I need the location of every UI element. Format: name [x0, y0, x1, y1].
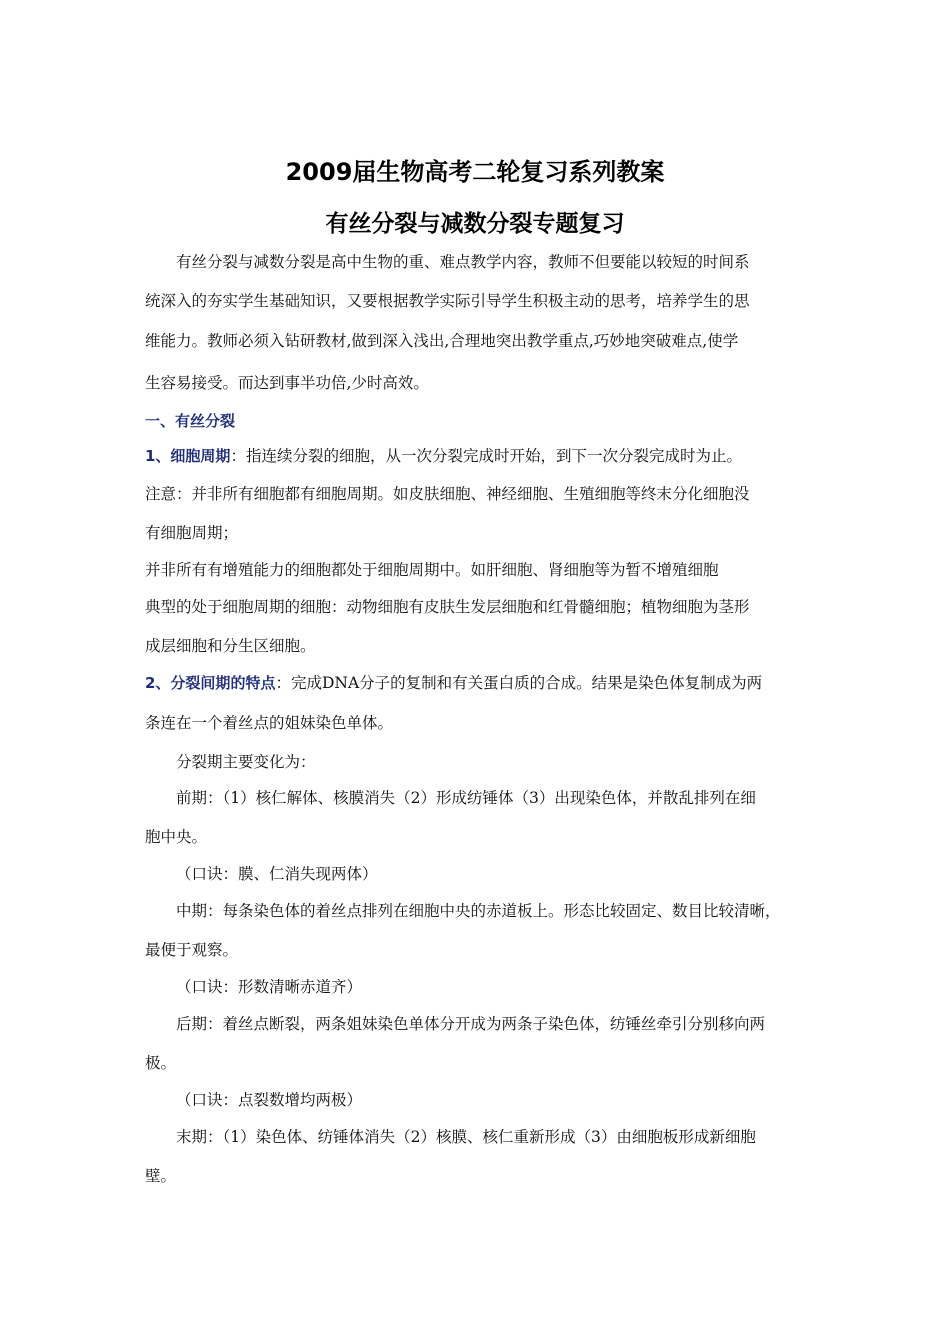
- phases-intro: 分裂期主要变化为：: [176, 753, 316, 771]
- note-line-3: 并非所有有增殖能力的细胞都处于细胞周期中。如肝细胞、肾细胞等为暂不增殖细胞: [145, 561, 719, 579]
- intro-line-3: 维能力。教师必须入钻研教材,做到深入浅出,合理地突出教学重点,巧妙地突破难点,使学: [145, 332, 739, 350]
- interphase-text: ：完成DNA分子的复制和有关蛋白质的合成。结果是染色体复制成为两: [275, 674, 763, 692]
- anaphase-line-2: 极。: [145, 1054, 177, 1072]
- note-line-2: 有细胞周期；: [145, 524, 239, 542]
- intro-line-4: 生容易接受。而达到事半功倍,少时高效。: [145, 374, 429, 392]
- anaphase-mnemonic: （口诀：点裂数增均两极）: [176, 1091, 363, 1109]
- metaphase-line-2: 最便于观察。: [145, 941, 239, 959]
- cell-cycle-paragraph: [145, 446, 825, 466]
- prophase-line-1: 前期：（1）核仁解体、核膜消失（2）形成纺锤体（3）出现染色体，并散乱排列在细: [176, 789, 756, 807]
- note-line-4: 典型的处于细胞周期的细胞：动物细胞有皮肤生发层细胞和红骨髓细胞；植物细胞为茎形: [145, 598, 750, 616]
- note-line-1: 注意：并非所有细胞都有细胞周期。如皮肤细胞、神经细胞、生殖细胞等终末分化细胞没: [145, 485, 750, 503]
- document-subtitle: 有丝分裂与减数分裂专题复习: [325, 211, 625, 237]
- telophase-line-1: 末期：（1）染色体、纺锤体消失（2）核膜、核仁重新形成（3）由细胞板形成新细胞: [176, 1128, 756, 1146]
- intro-line-1: 有丝分裂与减数分裂是高中生物的重、难点教学内容，教师不但要能以较短的时间系: [176, 253, 750, 271]
- prophase-mnemonic: （口诀：膜、仁消失现两体）: [176, 865, 378, 883]
- intro-line-2: 统深入的夯实学生基础知识，又要根据教学实际引导学生积极主动的思考，培养学生的思: [145, 292, 750, 310]
- interphase-line-2: 条连在一个着丝点的姐妹染色单体。: [145, 714, 394, 732]
- metaphase-line-1: 中期：每条染色体的着丝点排列在细胞中央的赤道板上。形态比较固定、数目比较清晰，: [176, 902, 781, 920]
- telophase-line-2: 壁。: [145, 1167, 177, 1185]
- note-line-5: 成层细胞和分生区细胞。: [145, 637, 316, 655]
- metaphase-mnemonic: （口诀：形数清晰赤道齐）: [176, 978, 363, 996]
- anaphase-line-1: 后期：着丝点断裂，两条姐妹染色单体分开成为两条子染色体，纺锤丝牵引分别移向两: [176, 1015, 766, 1033]
- document-title: 2009届生物高考二轮复习系列教案: [285, 158, 665, 186]
- cell-cycle-label: 1、细胞周期: [145, 447, 231, 465]
- interphase-label: 2、分裂间期的特点: [145, 674, 276, 692]
- cell-cycle-text: ：指连续分裂的细胞，从一次分裂完成时开始，到下一次分裂完成时为止。: [230, 447, 742, 465]
- interphase-paragraph: [145, 673, 825, 693]
- section-heading-mitosis: 一、有丝分裂: [145, 412, 236, 430]
- prophase-line-2: 胞中央。: [145, 828, 208, 846]
